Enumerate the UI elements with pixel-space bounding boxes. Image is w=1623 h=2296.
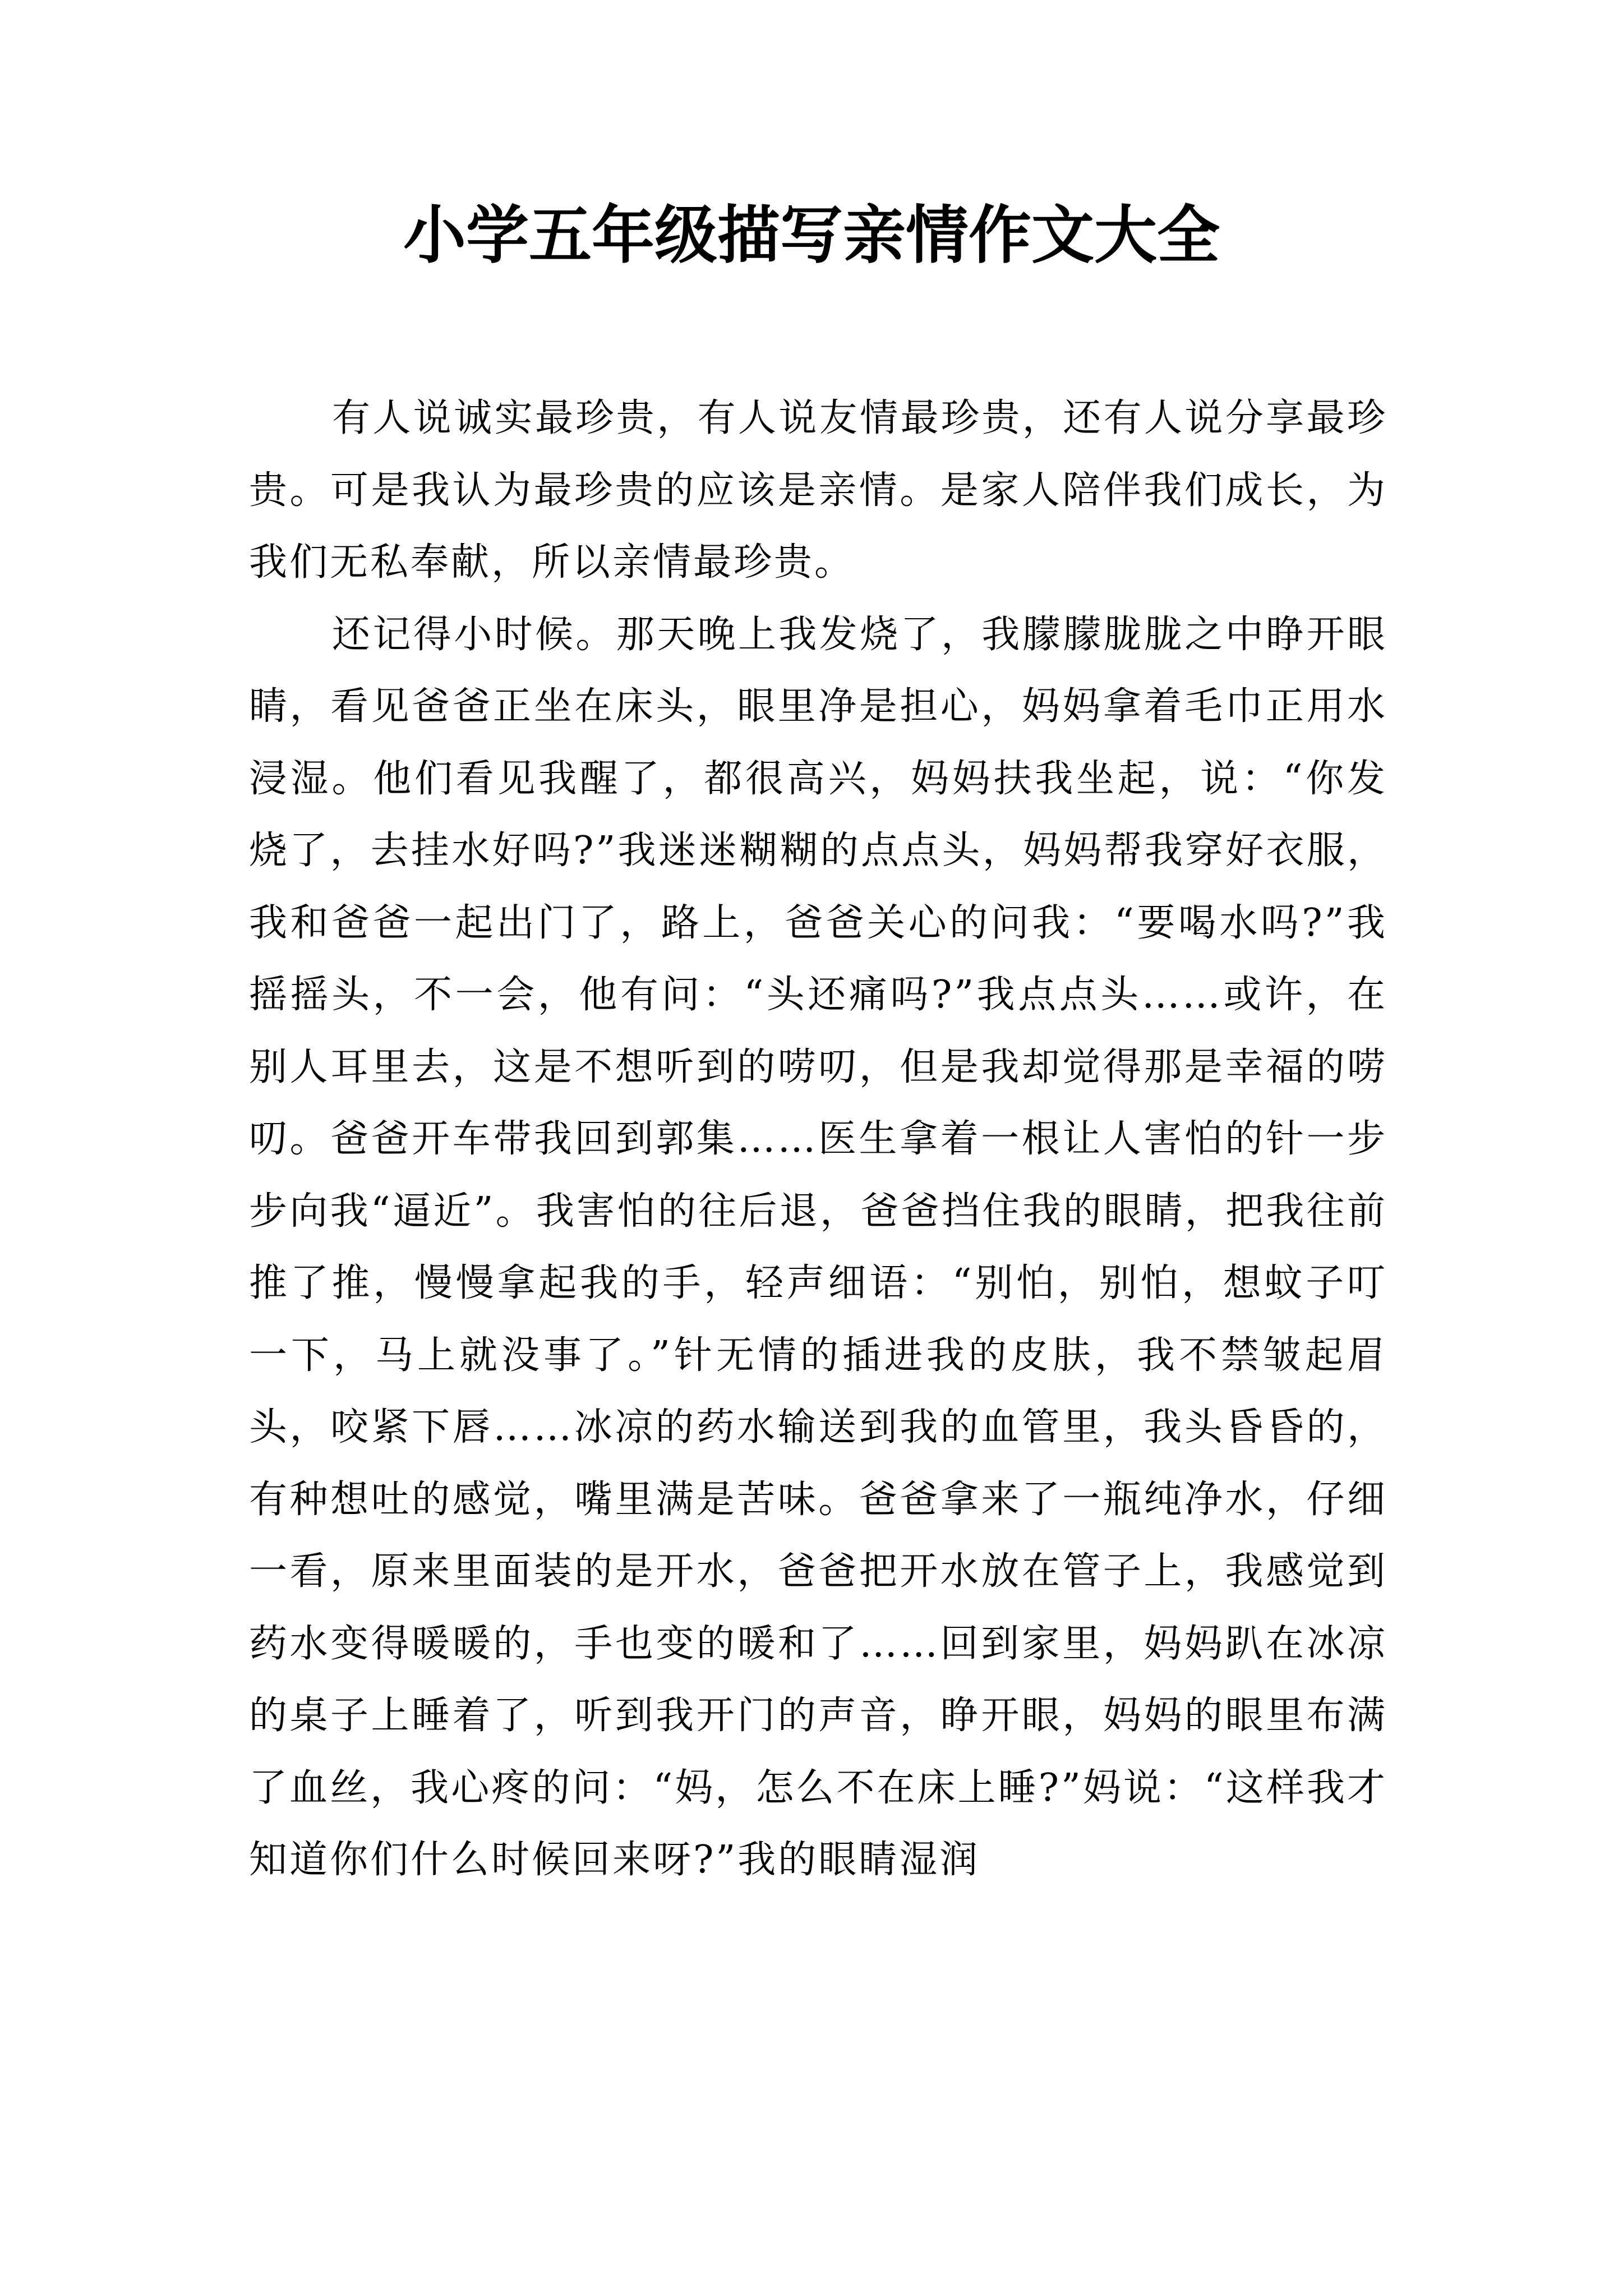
- paragraph-story: 还记得小时候。那天晚上我发烧了，我朦朦胧胧之中睁开眼睛，看见爸爸正坐在床头，眼里净是担心，妈妈拿着毛巾正用水浸湿。他们看见我醒了，都很高兴，妈妈扶我坐起，说：“你发烧了，去挂水好吗?”我迷迷糊糊的点点头，妈妈帮我穿好衣服，我和爸爸一起出门了，路上，爸爸关心的问我：“要喝水吗?”我摇摇头，不一会，他有问：“头还痛吗?”我点点头……或许，在别人耳里去，这是不想听到的唠叨，但是我却觉得那是幸福的唠叨。爸爸开车带我回到郭集……医生拿着一根让人害怕的针一步步向我“逼近”。我害怕的往后退，爸爸挡住我的眼睛，把我往前推了推，慢慢拿起我的手，轻声细语：“别怕，别怕，想蚊子叮一下，马上就没事了。”针无情的插进我的皮肤，我不禁皱起眉头，咬紧下唇……冰凉的药水输送到我的血管里，我头昏昏的，有种想吐的感觉，嘴里满是苦味。爸爸拿来了一瓶纯净水，仔细一看，原来里面装的是开水，爸爸把开水放在管子上，我感觉到药水变得暖暖的，手也变的暖和了……回到家里，妈妈趴在冰凉的桌子上睡着了，听到我开门的声音，睁开眼，妈妈的眼里布满了血丝，我心疼的问：“妈，怎么不在床上睡?”妈说：“这样我才知道你们什么时候回来呀?”我的眼睛湿润: [249, 612, 1387, 1882]
- document-body: [249, 383, 1387, 1897]
- paragraph-intro: 有人说诚实最珍贵，有人说友情最珍贵，还有人说分享最珍贵。可是我认为最珍贵的应该是亲情。是家人陪伴我们成长，为我们无私奉献，所以亲情最珍贵。: [249, 396, 1387, 585]
- document-title: 小学五年级描写亲情作文大全: [403, 199, 1220, 272]
